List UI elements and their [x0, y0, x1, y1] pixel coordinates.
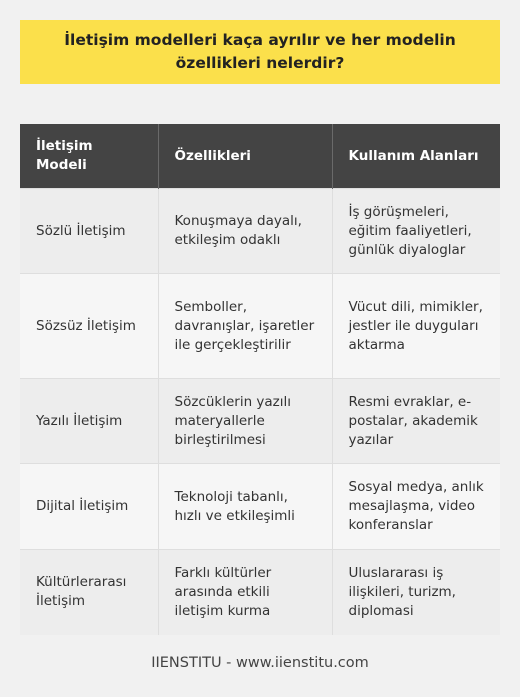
table-row: [20, 274, 500, 379]
cell-usage: İş görüşmeleri, eğitim faaliyetleri, günlük diyaloglar: [332, 189, 500, 274]
header-usage: Kullanım Alanları: [332, 124, 500, 189]
header-model: İletişim Modeli: [20, 124, 158, 189]
footer-credit: IIENSTITU - www.iienstitu.com: [151, 655, 369, 671]
cell-usage: Resmi evraklar, e-postalar, akademik yazılar: [332, 379, 500, 464]
cell-usage: Vücut dili, mimikler, jestler ile duyguları aktarma: [332, 274, 500, 379]
header-features: Özellikleri: [158, 124, 332, 189]
table-row: [20, 379, 500, 464]
cell-features: Konuşmaya dayalı, etkileşim odaklı: [158, 189, 332, 274]
cell-features: Farklı kültürler arasında etkili iletişim kurma: [158, 550, 332, 635]
table-header-row: [20, 124, 500, 189]
cell-model: Dijital İletişim: [20, 464, 158, 550]
table-row: [20, 550, 500, 635]
cell-features: Sözcüklerin yazılı materyallerle birleştirilmesi: [158, 379, 332, 464]
cell-model: Yazılı İletişim: [20, 379, 158, 464]
cell-model: Sözsüz İletişim: [20, 274, 158, 379]
table-row: [20, 189, 500, 274]
models-table: [20, 124, 500, 635]
title-banner: [20, 20, 500, 84]
cell-model: Sözlü İletişim: [20, 189, 158, 274]
cell-model: Kültürlerarası İletişim: [20, 550, 158, 635]
cell-features: Semboller, davranışlar, işaretler ile gerçekleştirilir: [158, 274, 332, 379]
cell-features: Teknoloji tabanlı, hızlı ve etkileşimli: [158, 464, 332, 550]
page-title: İletişim modelleri kaça ayrılır ve her modelin özellikleri nelerdir?: [64, 31, 456, 72]
cell-usage: Sosyal medya, anlık mesajlaşma, video konferanslar: [332, 464, 500, 550]
table-row: [20, 464, 500, 550]
cell-usage: Uluslararası iş ilişkileri, turizm, diplomasi: [332, 550, 500, 635]
